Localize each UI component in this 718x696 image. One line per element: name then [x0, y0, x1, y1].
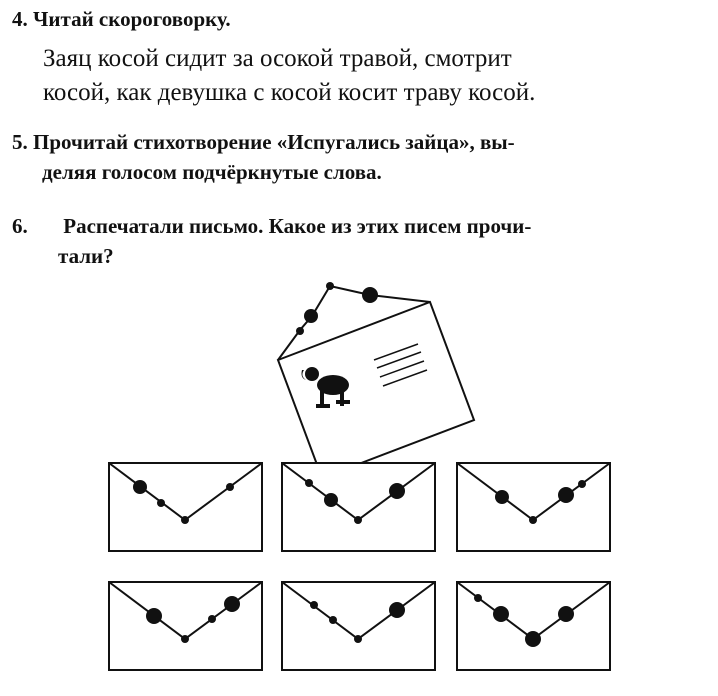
envelope-option-1[interactable]	[109, 463, 262, 551]
envelope-option-2[interactable]	[282, 463, 435, 551]
task-4-title: Читай скороговорку.	[33, 7, 231, 31]
task-6-text-line-1: Распечатали письмо. Какое из этих писем прочи-	[63, 214, 532, 238]
envelope-option-5[interactable]	[282, 582, 435, 670]
task-4-number: 4.	[12, 7, 28, 31]
envelope-option-6[interactable]	[457, 582, 610, 670]
envelope-option-3[interactable]	[457, 463, 610, 551]
open-letter-with-stamp	[278, 282, 474, 478]
task-4-text-line-1: Заяц косой сидит за осокой травой, смотрит	[43, 45, 512, 72]
task-4-text-line-2: косой, как девушка с косой косит траву косой.	[43, 79, 536, 106]
task-6-number: 6.	[12, 214, 28, 238]
envelope-option-4[interactable]	[109, 582, 262, 670]
task-5-text-line-2: деляя голосом подчёркнутые слова.	[42, 160, 382, 184]
task-5-number: 5.	[12, 130, 28, 154]
task-5-text-line-1: Прочитай стихотворение «Испугались зайца», вы-	[33, 130, 515, 154]
task-6-text-line-2: тали?	[58, 244, 114, 268]
